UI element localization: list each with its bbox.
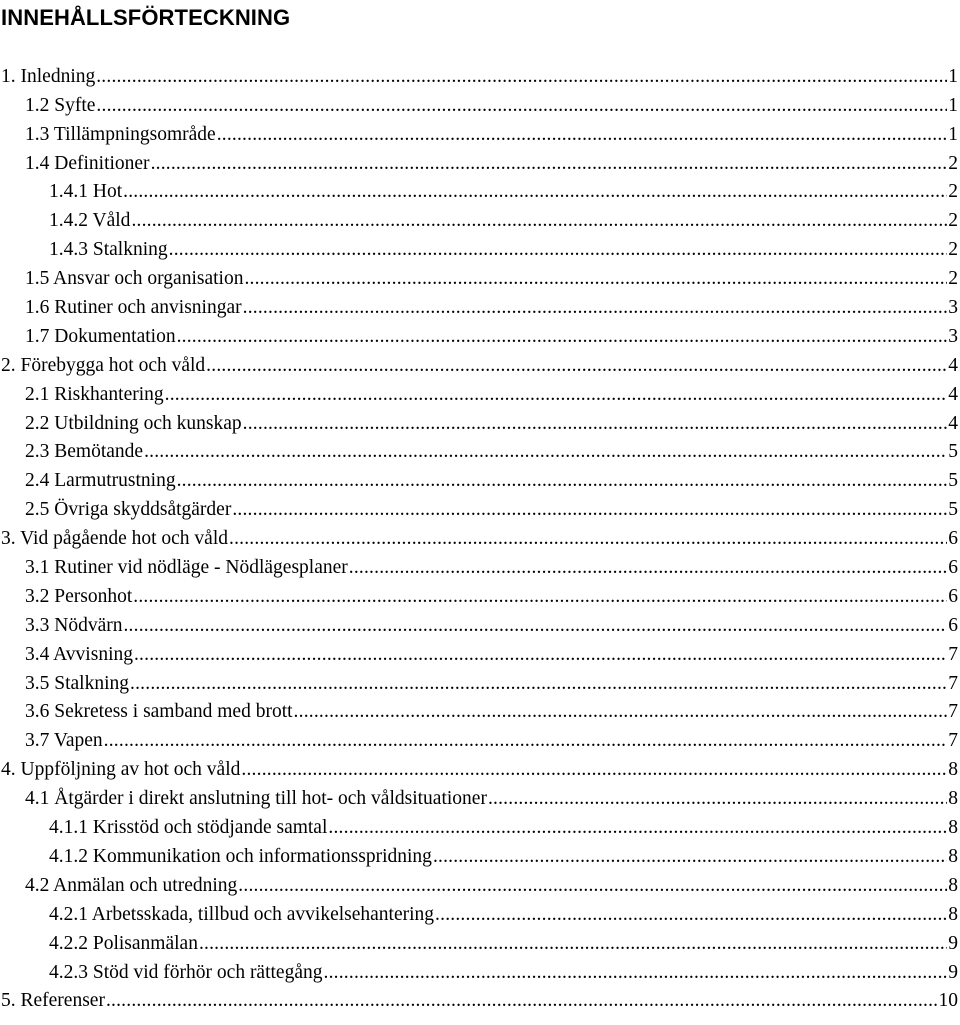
toc-dot-leader (199, 933, 947, 955)
toc-entry-title: 3.6 Sekretess i samband med brott (25, 701, 293, 723)
toc-entry[interactable] (0, 727, 960, 756)
toc-entry[interactable] (0, 670, 960, 699)
toc-dot-leader (123, 615, 947, 637)
toc-entry-title: 1.2 Syfte (25, 94, 96, 116)
toc-entry-title: 1.4.1 Hot (49, 181, 123, 203)
toc-entry-page-number: 2 (948, 210, 958, 232)
toc-entry[interactable] (0, 439, 960, 468)
toc-entry[interactable] (0, 756, 960, 785)
toc-entry-page-number: 5 (948, 499, 958, 521)
toc-entry[interactable] (0, 785, 960, 814)
toc-entry-page-number: 1 (948, 94, 958, 116)
toc-entry-page-number: 10 (938, 990, 958, 1012)
toc-dot-leader (243, 297, 948, 319)
toc-entry-title: 4.2.1 Arbetsskada, tillbud och avvikelsehantering (49, 903, 435, 925)
toc-dot-leader (106, 990, 938, 1012)
toc-dot-leader (96, 66, 947, 88)
toc-entry-page-number: 8 (948, 845, 958, 867)
toc-dot-leader (96, 95, 947, 117)
toc-entry-title: 4.2.3 Stöd vid förhör och rättegång (49, 961, 323, 983)
toc-entry[interactable] (0, 150, 960, 179)
toc-dot-leader (238, 875, 947, 897)
toc-dot-leader (177, 326, 948, 348)
toc-dot-leader (177, 470, 948, 492)
toc-entry-page-number: 3 (948, 297, 958, 319)
toc-entry[interactable] (0, 843, 960, 872)
toc-entry-title: 4.2.2 Polisanmälan (49, 932, 198, 954)
toc-entry[interactable] (0, 699, 960, 728)
toc-dot-leader (131, 210, 947, 232)
toc-entry-title: 3.5 Stalkning (25, 672, 130, 694)
toc-entry-title: 2.1 Riskhantering (25, 383, 164, 405)
toc-dot-leader (433, 846, 947, 868)
toc-entry-page-number: 6 (948, 614, 958, 636)
toc-dot-leader (169, 239, 948, 261)
toc-entry[interactable] (0, 179, 960, 208)
toc-entry-title: 3.3 Nödvärn (25, 614, 123, 636)
toc-entry-page-number: 4 (948, 383, 958, 405)
toc-entry-title: 3.7 Vapen (25, 730, 103, 752)
toc-entry-page-number: 4 (948, 412, 958, 434)
toc-dot-leader (123, 181, 947, 203)
toc-entry[interactable] (0, 554, 960, 583)
toc-entry-page-number: 1 (948, 123, 958, 145)
toc-dot-leader (294, 701, 948, 723)
toc-entry-page-number: 3 (948, 325, 958, 347)
toc-dot-leader (232, 499, 947, 521)
toc-dot-leader (435, 904, 947, 926)
toc-entry-title: 1.4.3 Stalkning (49, 239, 168, 261)
toc-dot-leader (165, 384, 948, 406)
toc-entry[interactable] (0, 930, 960, 959)
toc-heading: INNEHÅLLSFÖRTECKNING (1, 5, 291, 30)
toc-dot-leader (133, 586, 947, 608)
toc-entry-page-number: 9 (948, 932, 958, 954)
toc-dot-leader (134, 644, 947, 666)
toc-entry-page-number: 5 (948, 441, 958, 463)
toc-entry[interactable] (0, 265, 960, 294)
toc-entry-title: 1.7 Dokumentation (25, 325, 176, 347)
toc-dot-leader (151, 153, 948, 175)
toc-dot-leader (144, 441, 947, 463)
toc-entry-title: 3. Vid pågående hot och våld (1, 528, 228, 550)
toc-dot-leader (217, 124, 948, 146)
toc-dot-leader (324, 962, 948, 984)
toc-entry-page-number: 8 (948, 874, 958, 896)
toc-entry-title: 1.5 Ansvar och organisation (25, 268, 244, 290)
toc-entry-title: 1.4.2 Våld (49, 210, 131, 232)
toc-entry[interactable] (0, 236, 960, 265)
toc-entry[interactable] (0, 612, 960, 641)
toc-entry[interactable] (0, 207, 960, 236)
toc-entry-page-number: 6 (948, 557, 958, 579)
toc-entry-title: 1.6 Rutiner och anvisningar (25, 297, 242, 319)
toc-entry-page-number: 1 (948, 65, 958, 87)
toc-dot-leader (104, 730, 948, 752)
toc-entry-page-number: 8 (948, 788, 958, 810)
toc-entry[interactable] (0, 583, 960, 612)
toc-entry[interactable] (0, 294, 960, 323)
toc-entry-title: 3.2 Personhot (25, 585, 133, 607)
toc-entry-page-number: 2 (948, 268, 958, 290)
toc-entry[interactable] (0, 641, 960, 670)
toc-entry[interactable] (0, 901, 960, 930)
toc-entry-page-number: 7 (948, 672, 958, 694)
toc-entry-title: 2. Förebygga hot och våld (1, 354, 206, 376)
toc-entry[interactable] (0, 496, 960, 525)
toc-entry-page-number: 7 (948, 643, 958, 665)
toc-entry-page-number: 2 (948, 152, 958, 174)
toc-entry-page-number: 8 (948, 817, 958, 839)
toc-entry-page-number: 7 (948, 701, 958, 723)
toc-entry[interactable] (0, 872, 960, 901)
toc-entry[interactable] (0, 92, 960, 121)
toc-dot-leader (328, 817, 947, 839)
toc-entry-title: 4.1.1 Krisstöd och stödjande samtal (49, 817, 328, 839)
toc-entry-title: 3.4 Avvisning (25, 643, 133, 665)
toc-entry[interactable] (0, 988, 960, 1017)
toc-entry-page-number: 8 (948, 903, 958, 925)
toc-entry[interactable] (0, 121, 960, 150)
toc-entry-title: 1. Inledning (1, 65, 96, 87)
toc-entry[interactable] (0, 352, 960, 381)
toc-entry[interactable] (0, 381, 960, 410)
toc-entry[interactable] (0, 323, 960, 352)
toc-entry-title: 1.3 Tillämpningsområde (25, 123, 216, 145)
toc-entry[interactable] (0, 410, 960, 439)
toc-entry-title: 3.1 Rutiner vid nödläge - Nödlägesplaner (25, 557, 348, 579)
toc-entry-page-number: 6 (948, 585, 958, 607)
toc-dot-leader (241, 759, 947, 781)
toc-entry[interactable] (0, 814, 960, 843)
toc-dot-leader (244, 268, 947, 290)
toc-entry-title: 5. Referenser (1, 990, 105, 1012)
toc-dot-leader (349, 557, 948, 579)
toc-entry-title: 2.2 Utbildning och kunskap (25, 412, 242, 434)
toc-dot-leader (488, 788, 947, 810)
toc-entry[interactable] (0, 467, 960, 496)
toc-dot-leader (130, 673, 947, 695)
toc-entry-title: 4.2 Anmälan och utredning (25, 874, 238, 896)
toc-entry-page-number: 8 (948, 759, 958, 781)
toc-list (0, 63, 960, 1016)
toc-entry-title: 4. Uppföljning av hot och våld (1, 759, 241, 781)
toc-entry-page-number: 2 (948, 181, 958, 203)
toc-entry-title: 4.1 Åtgärder i direkt anslutning till hot- och våldsituationer (25, 788, 487, 810)
toc-dot-leader (229, 528, 947, 550)
toc-entry[interactable] (0, 959, 960, 988)
toc-entry[interactable] (0, 63, 960, 92)
toc-entry-page-number: 6 (948, 528, 958, 550)
toc-entry-page-number: 9 (948, 961, 958, 983)
toc-entry-title: 4.1.2 Kommunikation och informationsspridning (49, 845, 432, 867)
toc-entry-page-number: 2 (948, 239, 958, 261)
toc-entry-page-number: 7 (948, 730, 958, 752)
toc-entry-title: 2.3 Bemötande (25, 441, 144, 463)
toc-entry[interactable] (0, 525, 960, 554)
toc-entry-page-number: 4 (948, 354, 958, 376)
toc-entry-title: 2.4 Larmutrustning (25, 470, 176, 492)
toc-dot-leader (206, 355, 947, 377)
toc-entry-page-number: 5 (948, 470, 958, 492)
toc-entry-title: 1.4 Definitioner (25, 152, 150, 174)
toc-entry-title: 2.5 Övriga skyddsåtgärder (25, 499, 232, 521)
toc-dot-leader (243, 413, 948, 435)
